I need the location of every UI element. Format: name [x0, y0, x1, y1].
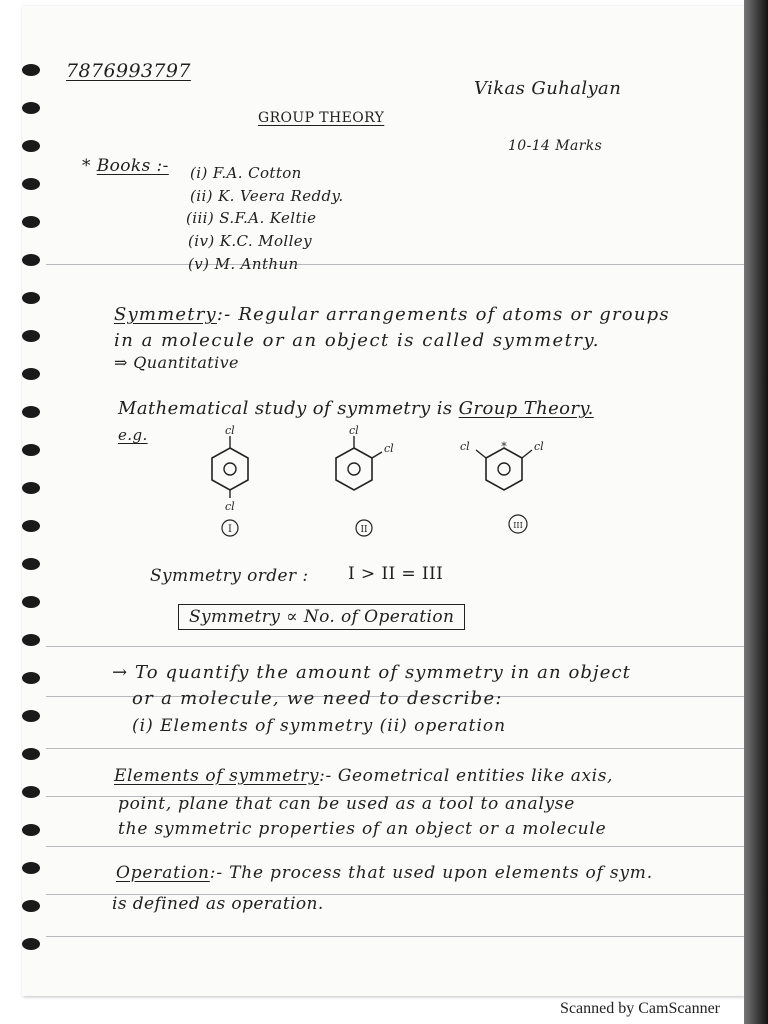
molecule-substituted-benzene-3 [454, 424, 564, 544]
book-item: (iii) S.F.A. Keltie [186, 209, 317, 227]
math-study-line: Mathematical study of symmetry is Group Theory. [118, 398, 594, 419]
symmetry-definition-line2: in a molecule or an object is called symmetry. [114, 330, 600, 351]
molecule-ortho-dichlorobenzene [324, 424, 404, 544]
svg-text:*: * [501, 440, 507, 453]
phone-number: 7876993797 [66, 60, 191, 82]
quantify-line3: (i) Elements of symmetry (ii) operation [132, 716, 507, 736]
molecule-label-3: III [513, 521, 523, 530]
operation-term: Operation [116, 863, 210, 883]
substituent-label: cl [225, 424, 235, 437]
symmetry-term: Symmetry [114, 304, 217, 325]
page-shadow-edge [744, 0, 768, 1024]
quantitative-note: ⇒ Quantitative [114, 353, 239, 372]
operation-line1: Operation:- The process that used upon elements of sym. [116, 863, 653, 883]
substituent-label: cl [534, 440, 544, 453]
elements-term: Elements of symmetry [114, 766, 320, 786]
spiral-binding [22, 6, 52, 996]
book-item: (i) F.A. Cotton [190, 164, 302, 182]
books-heading: * Books :- [82, 156, 169, 176]
substituent-label: cl [460, 440, 470, 453]
elements-line3: the symmetric properties of an object or a molecule [118, 819, 607, 839]
molecule-label-1: I [228, 524, 232, 535]
example-label: e.g. [118, 426, 148, 444]
page-title: GROUP THEORY [258, 110, 385, 126]
marks-label: 10-14 Marks [508, 138, 603, 154]
notebook-page [22, 6, 744, 996]
book-item: (iv) K.C. Molley [188, 232, 312, 250]
group-theory-term: Group Theory. [458, 398, 594, 419]
elements-line2: point, plane that can be used as a tool to analyse [118, 794, 575, 814]
symmetry-order-label: Symmetry order : [150, 566, 309, 586]
substituent-label: cl [349, 424, 359, 437]
book-item: (ii) K. Veera Reddy. [190, 187, 344, 205]
symmetry-order-value: I > II = III [348, 564, 444, 584]
book-item: (v) M. Anthun [188, 255, 299, 273]
quantify-line1: → To quantify the amount of symmetry in an object [112, 662, 631, 683]
scanner-watermark: Scanned by CamScanner [560, 1000, 720, 1017]
boxed-statement: Symmetry ∝ No. of Operation [178, 604, 465, 630]
author-name: Vikas Guhalyan [474, 78, 622, 99]
books-label: Books :- [96, 156, 169, 176]
quantify-line2: or a molecule, we need to describe: [132, 688, 503, 709]
molecule-para-dichlorobenzene [200, 424, 260, 544]
elements-line1: Elements of symmetry:- Geometrical entities like axis, [114, 766, 614, 786]
operation-line2: is defined as operation. [112, 894, 324, 914]
substituent-label: cl [384, 442, 394, 455]
molecule-label-2: II [360, 525, 368, 535]
symmetry-definition-line1: Symmetry:- Regular arrangements of atoms or groups [114, 304, 670, 325]
substituent-label: cl [225, 500, 235, 513]
